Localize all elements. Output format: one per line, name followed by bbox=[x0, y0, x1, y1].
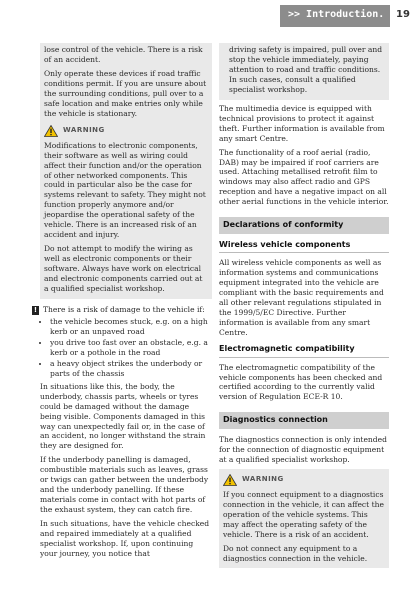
section-heading-diagnostics: Diagnostics connection bbox=[219, 412, 389, 429]
section-title: >> Introduction. bbox=[288, 9, 385, 20]
warning-heading bbox=[44, 125, 209, 137]
right-column bbox=[219, 43, 389, 568]
left-paragraph-4: If the underbody panelling is damaged, combustible materials such as leaves, grass or twigs can gather between the underbody and the underbody panelling. If these materials come in contact with hot parts of the exhaust system, they can catch fire. bbox=[40, 455, 209, 515]
left-column bbox=[33, 43, 212, 563]
right-paragraph-6: The diagnostics connection is only intended for the connection of diagnostic equipment at a qualified specialist workshop. bbox=[219, 434, 387, 464]
warning-paragraph-1: Modifications to electronic components, their software as well as wiring could affect their function and/or the operation of other networked components. This could in particular also be the case for systems relevant to safety. They might not function properly anymore and/or jeopardise the operational safety of the vehicle. There is an increased risk of an accident and injury. bbox=[44, 140, 206, 240]
right-paragraph-4: All wireless vehicle components as well as information systems and communications equipment integrated into the vehicle are compliant with the basic requirements and all other relevant regulations stipulated in the 1999/5/EC Directive. Further information is available from any smart Centre. bbox=[219, 258, 384, 338]
list-item: • you drive too fast over an obstacle, e.g. a kerb or a pothole in the road bbox=[50, 338, 212, 358]
list-item: • a heavy object strikes the underbody or parts of the chassis bbox=[50, 359, 212, 379]
subheading-wireless: Wireless vehicle components bbox=[219, 240, 389, 254]
shaded-continuation bbox=[219, 43, 389, 100]
list-item: • the vehicle becomes stuck, e.g. on a high kerb or an unpaved road bbox=[50, 317, 212, 337]
shaded-intro bbox=[40, 43, 212, 299]
right-paragraph-3: The functionality of a roof aerial (radio, DAB) may be impaired if roof carriers are used. Attaching metallised retrofit film to windows may also affect radio and GPS reception and have a negative impact on all other aerial functions in the vehicle interior. bbox=[219, 147, 389, 207]
warning-paragraph-2: Do not connect any equipment to a diagnostics connection in the vehicle. bbox=[223, 543, 368, 563]
page-header bbox=[0, 0, 416, 30]
warning-label: WARNING bbox=[63, 126, 105, 135]
note-intro: There is a risk of damage to the vehicle if: bbox=[43, 304, 205, 314]
warning-paragraph-1: If you connect equipment to a diagnostics connection in the vehicle, it can affect the operation of the vehicle systems. This may affect the operating safety of the vehicle. There is a risk of an accident. bbox=[223, 489, 384, 539]
warning-triangle-icon bbox=[44, 125, 58, 137]
subheading-emc: Electromagnetic compatibility bbox=[219, 344, 389, 358]
warning-triangle-icon bbox=[223, 474, 237, 486]
right-paragraph-1: driving safety is impaired, pull over and stop the vehicle immediately, paying attention to road and traffic conditions. In such cases, consult a qualified specialist workshop. bbox=[229, 45, 383, 94]
right-paragraph-5: The electromagnetic compatibility of the vehicle components has been checked and certified according to the currently valid version of Regulation ECE-R 10. bbox=[219, 362, 383, 402]
exclamation-icon: ! bbox=[33, 305, 38, 314]
left-paragraph-2: Only operate these devices if road traffic conditions permit. If you are unsure about the surrounding conditions, pull over to a safe location and make entries only while the vehicle is stationary. bbox=[44, 68, 207, 118]
damage-note bbox=[32, 305, 212, 315]
warning-heading bbox=[223, 474, 386, 486]
left-paragraph-3: In situations like this, the body, the underbody, chassis parts, wheels or tyres could be damaged without the damage being visible. Components damaged in this way can unexpectedly fail or, in the case of an accident, no longer withstand the strain they are designed for. bbox=[40, 381, 206, 451]
section-heading-conformity: Declarations of conformity bbox=[219, 217, 389, 234]
damage-list bbox=[40, 317, 212, 379]
left-paragraph-1: lose control of the vehicle. There is a risk of an accident. bbox=[44, 45, 203, 64]
warning-box bbox=[219, 469, 389, 569]
right-paragraph-2: The multimedia device is equipped with technical provisions to protect it against theft. Further information is available from any smart Centre. bbox=[219, 103, 385, 143]
page-number: 19 bbox=[396, 9, 410, 20]
warning-paragraph-2: Do not attempt to modify the wiring as well as electronic components or their software. Always have work on electrical and electronic components carried out at a qualified specialist workshop. bbox=[44, 244, 203, 294]
warning-label: WARNING bbox=[242, 475, 284, 484]
left-paragraph-5: In such situations, have the vehicle checked and repaired immediately at a qualified specialist workshop. If, upon continuing your journey, you notice that bbox=[40, 519, 210, 558]
